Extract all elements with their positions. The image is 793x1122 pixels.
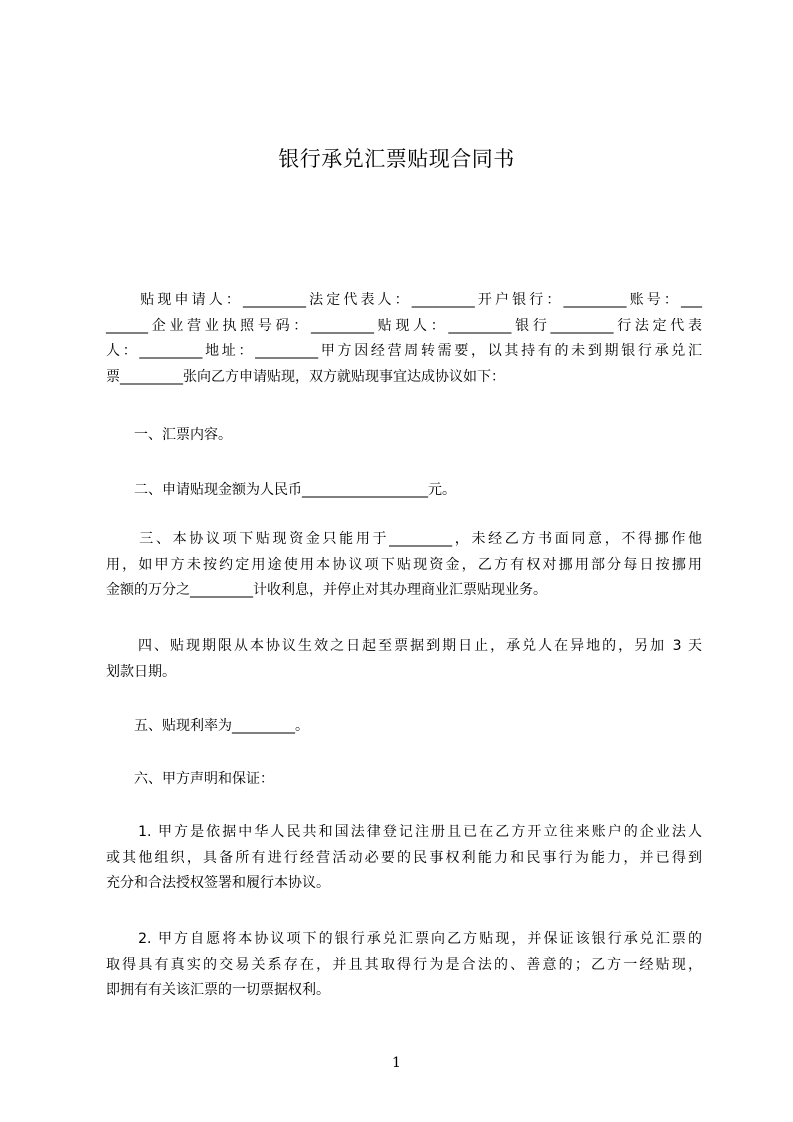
paragraph-line: 1. 甲方是依据中华人民共和国法律登记注册且已在乙方开立往来账户的企业法人 xyxy=(106,824,702,840)
clause-2-paragraph xyxy=(106,478,702,504)
paragraph-line: 人：_________地址：_________甲方因经营周转需要，以其持有的未到期银行承兑汇 xyxy=(106,343,702,359)
paragraph-line: 五、贴现利率为_________。 xyxy=(106,718,309,734)
paragraph-line: 六、甲方声明和保证： xyxy=(106,771,274,787)
paragraph-line: 即拥有有关该汇票的一切票据权利。 xyxy=(106,982,330,998)
clause-1-paragraph xyxy=(106,423,702,449)
paragraph-line: 或其他组织，具备所有进行经营活动必要的民事权利能力和民事行为能力，并已得到 xyxy=(106,849,702,866)
clause-5-paragraph xyxy=(106,714,702,740)
paragraph-line: 一、汇票内容。 xyxy=(106,427,232,443)
paragraph-line: 票_________张向乙方申请贴现，双方就贴现事宜达成协议如下： xyxy=(106,368,505,385)
paragraph-line: 取得具有真实的交易关系存在，并且其取得行为是合法的、善意的；乙方一经贴现， xyxy=(106,956,702,973)
document-title: 银行承兑汇票贴现合同书 xyxy=(278,147,515,171)
paragraph-line: 用，如甲方未按约定用途使用本协议项下贴现资金，乙方有权对挪用部分每日按挪用 xyxy=(106,556,702,573)
paragraph-line: ______企业营业执照号码：_________贴现人：_________银行_________行法定代表 xyxy=(106,317,702,334)
paragraph-line: 充分和合法授权签署和履行本协议。 xyxy=(106,875,330,891)
clause-4-paragraph xyxy=(106,634,702,685)
clause-6-2-paragraph xyxy=(106,927,702,1004)
clause-6-paragraph xyxy=(106,767,702,793)
paragraph-line: 划款日期。 xyxy=(106,663,176,680)
paragraph-line: 二、申请贴现金额为人民币__________________元。 xyxy=(106,482,456,498)
paragraph-line: 四、贴现期限从本协议生效之日起至票据到期日止，承兑人在异地的，另加 3 天 xyxy=(106,638,702,654)
paragraph-line: 三、本协议项下贴现资金只能用于_________，未经乙方书面同意，不得挪作他 xyxy=(106,531,702,547)
paragraph-line: 2. 甲方自愿将本协议项下的银行承兑汇票向乙方贴现，并保证该银行承兑汇票的 xyxy=(106,931,702,947)
clause-3-paragraph xyxy=(106,527,702,604)
paragraph-line: 贴现申请人：_________法定代表人：_________开户银行：_________账号：___ xyxy=(106,292,702,308)
paragraph-line: 金额的万分之_________计收利息，并停止对其办理商业汇票贴现业务。 xyxy=(106,582,547,598)
page-number: 1 xyxy=(392,1055,401,1071)
intro-paragraph xyxy=(106,288,702,390)
clause-6-1-paragraph xyxy=(106,820,702,897)
